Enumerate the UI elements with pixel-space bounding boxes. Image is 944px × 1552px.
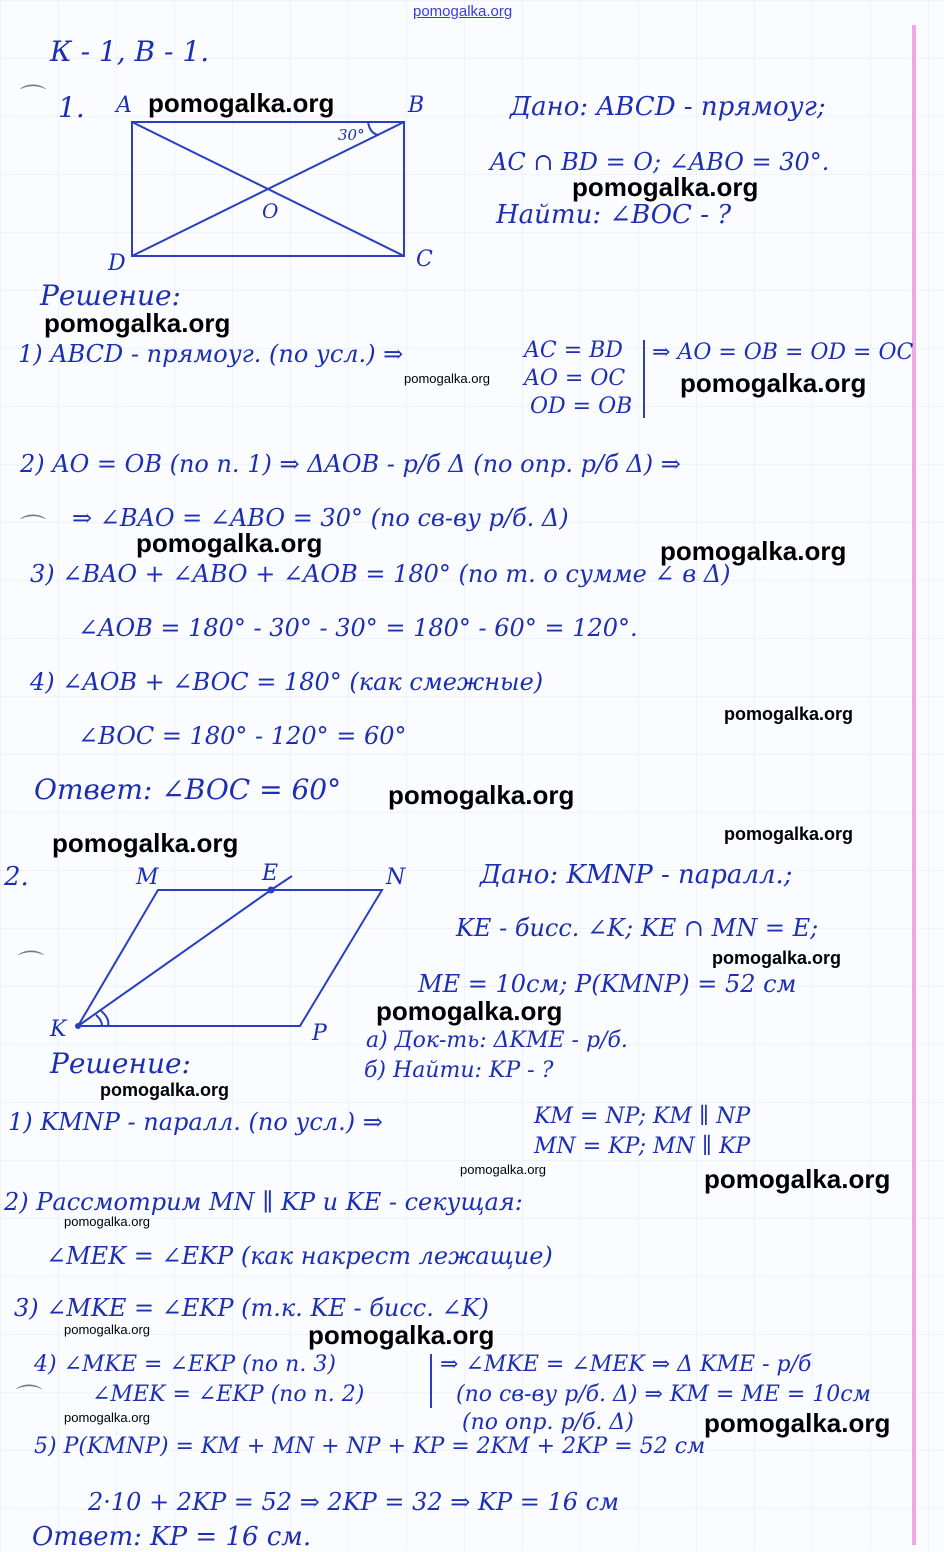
parallelogram-figure bbox=[40, 860, 420, 1050]
task2-find: б) Найти: KP - ? bbox=[364, 1058, 554, 1083]
task2-solution-title: Решение: bbox=[50, 1047, 191, 1080]
label-b: B bbox=[408, 93, 425, 118]
punch-hole-mark: ⌒ bbox=[16, 1384, 43, 1414]
punch-hole-mark: ⌒ bbox=[18, 950, 45, 980]
watermark: pomogalka.org bbox=[460, 1162, 546, 1177]
label-a: A bbox=[116, 93, 132, 118]
watermark: pomogalka.org bbox=[704, 1408, 891, 1438]
task1-answer: Ответ: ∠BOC = 60° bbox=[34, 773, 342, 806]
task1-step1-a: AC = BD bbox=[524, 338, 623, 363]
task2-number: 2. bbox=[4, 862, 29, 892]
watermark: pomogalka.org bbox=[724, 704, 854, 724]
watermark: pomogalka.org bbox=[404, 371, 490, 386]
watermark: pomogalka.org bbox=[660, 536, 847, 566]
task2-step1-a: KM = NP; KM ∥ NP bbox=[534, 1104, 751, 1129]
task1-step1-c: OD = OB bbox=[530, 394, 633, 419]
watermark: pomogalka.org bbox=[136, 528, 323, 558]
watermark: pomogalka.org bbox=[704, 1164, 891, 1194]
point-e bbox=[268, 887, 275, 894]
task2-given-1: Дано: KMNP - паралл.; bbox=[480, 860, 793, 890]
task1-find: Найти: ∠BOC - ? bbox=[496, 200, 732, 230]
task1-given-1: Дано: ABCD - прямоуг; bbox=[510, 92, 826, 122]
label-c: C bbox=[416, 247, 433, 272]
task1-step4-b: ∠BOC = 180° - 120° = 60° bbox=[78, 722, 407, 750]
watermark: pomogalka.org bbox=[724, 824, 854, 844]
label-m: M bbox=[136, 865, 159, 890]
task2-step4-a: 4) ∠MKE = ∠EKP (по п. 3) bbox=[34, 1352, 336, 1377]
watermark: pomogalka.org bbox=[572, 172, 759, 202]
task1-given-2: AC ∩ BD = O; ∠ABO = 30°. bbox=[490, 148, 830, 176]
point-k bbox=[75, 1023, 81, 1029]
task2-answer: Ответ: KP = 16 см. bbox=[32, 1522, 312, 1552]
watermark: pomogalka.org bbox=[712, 948, 842, 968]
punch-hole-mark: ⌒ bbox=[20, 84, 47, 114]
angle-arc bbox=[368, 122, 379, 135]
watermark: pomogalka.org bbox=[680, 368, 867, 398]
task2-step5-a: 5) P(KMNP) = KM + MN + NP + KP = 2KM + 2KP = 52 см bbox=[34, 1434, 706, 1459]
watermark: pomogalka.org bbox=[388, 780, 575, 810]
watermark: pomogalka.org bbox=[52, 828, 239, 858]
task2-step4-d: (по св-ву р/б. Δ) ⇒ KM = ME = 10см bbox=[456, 1382, 871, 1407]
task2-step4-e: (по опр. р/б. Δ) bbox=[462, 1410, 634, 1435]
task1-solution-title: Решение: bbox=[40, 279, 181, 312]
site-link[interactable]: pomogalka.org bbox=[413, 3, 513, 20]
watermark: pomogalka.org bbox=[64, 1322, 150, 1337]
task1-number: 1. bbox=[58, 91, 85, 124]
task2-step5-b: 2·10 + 2KP = 52 ⇒ 2KP = 32 ⇒ KP = 16 см bbox=[88, 1488, 619, 1516]
task2-given-2: KE - бисс. ∠K; KE ∩ MN = E; bbox=[456, 914, 819, 942]
task2-step2-a: 2) Рассмотрим MN ∥ KP и KE - секущая: bbox=[4, 1188, 523, 1216]
margin-line bbox=[912, 25, 916, 1545]
watermark: pomogalka.org bbox=[44, 308, 231, 338]
label-angle-30: 30° bbox=[338, 126, 365, 144]
label-k: K bbox=[50, 1017, 67, 1042]
task2-step3: 3) ∠MKE = ∠EKP (т.к. KE - бисс. ∠K) bbox=[14, 1294, 489, 1322]
task1-step4-a: 4) ∠AOB + ∠BOC = 180° (как смежные) bbox=[30, 668, 544, 696]
label-e: E bbox=[262, 861, 279, 886]
watermark: pomogalka.org bbox=[64, 1214, 150, 1229]
label-n: N bbox=[386, 865, 406, 890]
watermark: pomogalka.org bbox=[308, 1320, 495, 1350]
task1-step2-b: ⇒ ∠BAO = ∠ABO = 30° (по св-ву р/б. Δ) bbox=[72, 504, 569, 532]
variant-header: К - 1, В - 1. bbox=[50, 35, 210, 68]
task1-step1-result: ⇒ AO = OB = OD = OC bbox=[652, 340, 914, 365]
task2-step4-c: ⇒ ∠MKE = ∠MEK ⇒ Δ KME - р/б bbox=[440, 1352, 812, 1377]
watermark: pomogalka.org bbox=[100, 1080, 230, 1100]
angle-arc-2 bbox=[96, 1015, 102, 1026]
task2-prove: а) Док-ть: ΔKME - р/б. bbox=[366, 1028, 628, 1053]
task2-step2-b: ∠MEK = ∠EKP (как накрест лежащие) bbox=[46, 1242, 553, 1270]
watermark: pomogalka.org bbox=[148, 88, 335, 118]
parallelogram-kmnp bbox=[78, 890, 382, 1026]
task1-step3-a: 3) ∠BAO + ∠ABO + ∠AOB = 180° (по т. о сумме ∠ в Δ) bbox=[30, 560, 731, 588]
bisector-ke bbox=[78, 890, 271, 1026]
label-d: D bbox=[108, 251, 126, 276]
brace-line bbox=[430, 1354, 432, 1408]
punch-hole-mark: ⌒ bbox=[20, 514, 47, 544]
task2-step1-b: MN = KP; MN ∥ KP bbox=[534, 1134, 751, 1159]
watermark: pomogalka.org bbox=[64, 1410, 150, 1425]
task2-step1: 1) KMNP - паралл. (по усл.) ⇒ bbox=[8, 1108, 383, 1136]
watermark: pomogalka.org bbox=[376, 996, 563, 1026]
label-p: P bbox=[312, 1021, 327, 1046]
task1-step1: 1) ABCD - прямоуг. (по усл.) ⇒ bbox=[18, 340, 404, 368]
task2-given-3: ME = 10см; P(KMNP) = 52 см bbox=[418, 970, 797, 998]
brace-line bbox=[643, 340, 645, 418]
task2-step4-b: ∠MEK = ∠EKP (по п. 2) bbox=[92, 1382, 365, 1407]
task1-step1-b: AO = OC bbox=[524, 366, 626, 391]
label-o: O bbox=[262, 199, 279, 223]
task1-step2-a: 2) AO = OB (по п. 1) ⇒ ΔAOB - р/б Δ (по опр. р/б Δ) ⇒ bbox=[20, 450, 681, 478]
task1-step3-b: ∠AOB = 180° - 30° - 30° = 180° - 60° = 120°. bbox=[78, 614, 638, 642]
